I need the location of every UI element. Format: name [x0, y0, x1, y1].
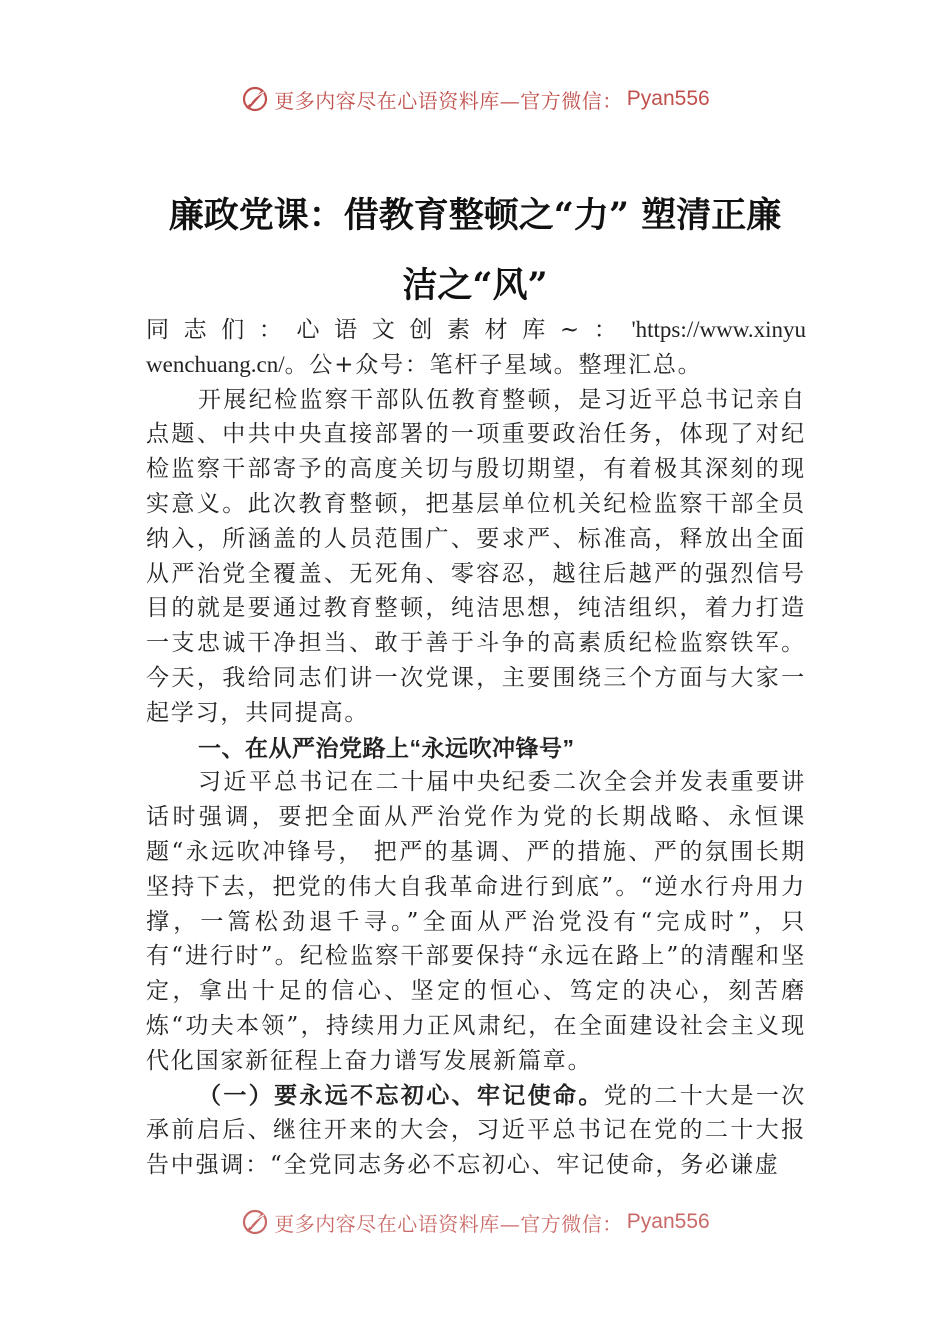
title-line-2: 洁之“风”: [402, 265, 548, 306]
intro-paragraph: [146, 313, 806, 383]
paragraph-1: 开展纪检监察干部队伍教育整顿，是习近平总书记亲自点题、中共中央直接部署的一项重要政治任务，体现了对纪检监察干部寄予的高度关切与殷切期望，有着极其深刻的现实意义。此次教育整顿，把基层单位机关纪检监察干部全员纳入，所涵盖的人员范围广、要求严、标准高，释放出全面从严治党全覆盖、无死角、零容忍，越往后越严的强烈信号目的就是要通过教育整顿，纯洁思想，纯洁组织，着力打造一支忠诚干净担当、敢于善于斗争的高素质纪检监察铁军。今天，我给同志们讲一次党课，主要围绕三个方面与大家一起学习，共同提高。: [146, 386, 806, 726]
intro-suffix: 。公+众号：笔杆子星域。整理汇总。: [284, 351, 703, 378]
quill-logo-icon: [240, 1207, 270, 1237]
intro-prefix: 同志们：心语文创素材库~：: [146, 317, 632, 343]
paragraph-3: [146, 1079, 806, 1183]
watermark-text: 更多内容尽在心语资料库—官方微信：: [274, 1211, 623, 1236]
paragraph-2: 习近平总书记在二十届中央纪委二次全会并发表重要讲话时强调，要把全面从严治党作为党的长期战略、永恒课题“永远吹冲锋号， 把严的基调、严的措施、严的氛围长期坚持下去，把党的伟大自我革命进行到底”。“逆水行舟用力撑，一篙松劲退千寻。”全面从严治党没有“完成时”，只有“进行时”。纪检监察干部要保持“永远在路上”的清醒和坚定，拿出十足的信心、坚定的恒心、笃定的决心，刻苦磨炼“功夫本领”，持续用力正风肃纪，在全面建设社会主义现代化国家新征程上奋力谱写发展新篇章。: [146, 769, 806, 1074]
watermark-text: 更多内容尽在心语资料库—官方微信：: [274, 88, 623, 113]
sub-heading-1: （一）要永远不忘初心、牢记使命。: [198, 1081, 604, 1109]
section-heading-1: 一、在从严治党路上“永远吹冲锋号”: [198, 734, 575, 761]
document-body: [146, 313, 806, 1183]
intro-url: 'https://www.xinyuwenchuang.cn/: [146, 317, 806, 377]
paragraph-3-text: 党的二十大是一次承前启后、继往开来的大会，习近平总书记在党的二十大报告中强调：“全党同志务必不忘初心、牢记使命，务必谦虚: [146, 1082, 806, 1179]
watermark-wechat-id: Pyan556: [626, 1210, 710, 1233]
watermark-wechat-id: Pyan556: [626, 87, 710, 110]
document-title: [110, 181, 840, 321]
quill-logo-icon: [240, 84, 270, 114]
footer-watermark: [0, 1207, 950, 1237]
title-line-1: 廉政党课：借教育整顿之“力” 塑清正廉: [168, 195, 782, 236]
header-watermark: [0, 84, 950, 114]
